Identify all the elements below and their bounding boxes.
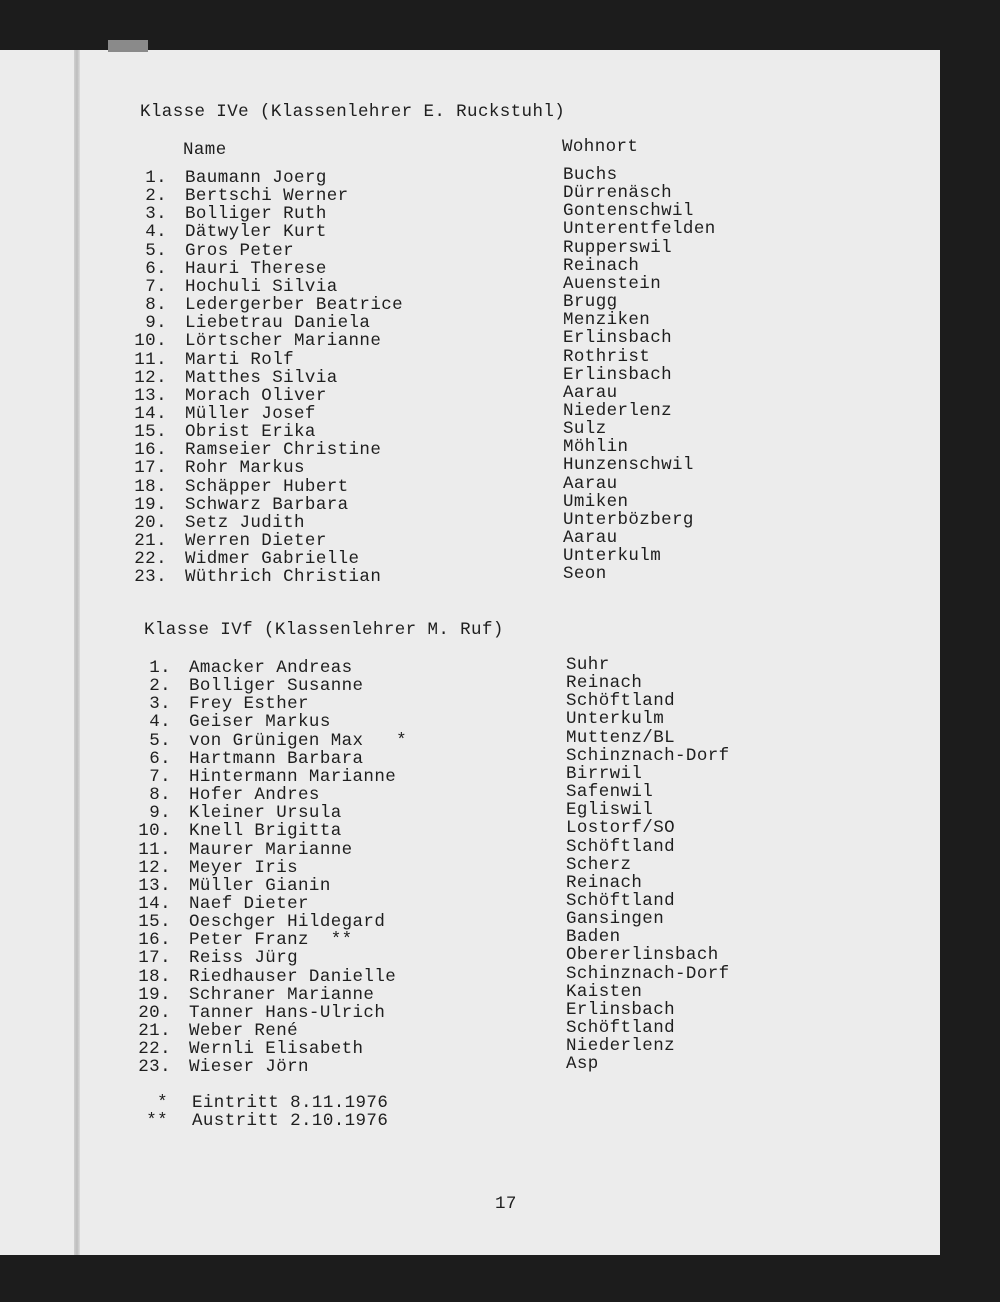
student-name: Schwarz Barbara xyxy=(185,494,349,515)
student-name: Rohr Markus xyxy=(185,458,305,479)
student-name: Meyer Iris xyxy=(189,857,299,878)
row-number: 20. xyxy=(134,512,167,533)
row-number: 10. xyxy=(134,331,167,352)
row-number: 19. xyxy=(134,494,167,515)
row-number: 17. xyxy=(134,458,167,479)
student-name: Liebetrau Daniela xyxy=(185,313,371,334)
row-number: 23. xyxy=(134,567,167,588)
student-residence: Seon xyxy=(563,564,607,585)
student-residence: Unterbözberg xyxy=(563,509,694,530)
footnote-text: Eintritt 8.11.1976 xyxy=(192,1093,389,1113)
student-residence: Umiken xyxy=(563,491,629,512)
student-name: Wernli Elisabeth xyxy=(189,1039,364,1060)
class-ive-heading: Klasse IVe (Klassenlehrer E. Ruckstuhl) xyxy=(140,102,566,122)
row-number: 8. xyxy=(145,295,167,316)
student-residence: Hunzenschwil xyxy=(563,455,694,476)
row-number: 11. xyxy=(134,349,167,370)
row-number: 15. xyxy=(134,422,167,443)
student-name: Hartmann Barbara xyxy=(189,748,364,769)
footnote-mark: * xyxy=(157,1093,168,1113)
row-number: 2. xyxy=(149,676,171,697)
footnote-mark: ** xyxy=(146,1111,168,1131)
student-name: Kleiner Ursula xyxy=(189,803,342,824)
row-number: 18. xyxy=(138,966,171,987)
row-number: 9. xyxy=(145,313,167,334)
student-residence: Erlinsbach xyxy=(563,364,673,385)
student-residence: Baden xyxy=(566,927,621,948)
student-residence: Unterkulm xyxy=(563,546,662,567)
row-number: 4. xyxy=(145,222,167,243)
student-residence: Schöftland xyxy=(566,691,676,712)
student-residence: Menziken xyxy=(563,310,651,331)
student-name: Frey Esther xyxy=(189,694,309,715)
row-number: 21. xyxy=(138,1021,171,1041)
student-name: Hintermann Marianne xyxy=(189,766,397,787)
student-name: Bertschi Werner xyxy=(185,186,349,207)
student-residence: Gansingen xyxy=(566,909,665,930)
student-name: Gros Peter xyxy=(185,240,295,261)
student-residence: Unterentfelden xyxy=(563,219,716,240)
row-number: 13. xyxy=(138,875,171,896)
student-name: Bolliger Susanne xyxy=(189,676,364,697)
page-number: 17 xyxy=(495,1194,517,1214)
student-name: Dätwyler Kurt xyxy=(185,222,327,243)
row-number: 21. xyxy=(134,531,167,551)
student-residence: Rothrist xyxy=(563,346,651,367)
student-residence: Rupperswil xyxy=(563,237,673,258)
footnote-text: Austritt 2.10.1976 xyxy=(192,1111,389,1131)
student-residence: Kaisten xyxy=(566,981,643,1002)
student-residence: Dürrenäsch xyxy=(563,183,673,204)
row-number: 12. xyxy=(138,857,171,878)
student-name: Bolliger Ruth xyxy=(185,204,327,225)
row-number: 10. xyxy=(138,821,171,842)
student-residence: Möhlin xyxy=(563,437,629,458)
student-name: von Grünigen Max * xyxy=(189,730,408,751)
student-name: Hauri Therese xyxy=(185,258,327,279)
student-name: Matthes Silvia xyxy=(185,367,338,388)
student-name: Morach Oliver xyxy=(185,385,327,406)
student-name: Werren Dieter xyxy=(185,531,327,551)
student-residence: Schinznach-Dorf xyxy=(566,745,730,766)
row-number: 4. xyxy=(149,712,171,733)
student-residence: Gontenschwil xyxy=(563,201,694,222)
row-number: 1. xyxy=(149,658,171,678)
student-residence: Auenstein xyxy=(563,273,662,294)
row-number: 18. xyxy=(134,476,167,497)
row-number: 16. xyxy=(134,440,167,461)
student-name: Lörtscher Marianne xyxy=(185,331,382,352)
row-number: 12. xyxy=(134,367,167,388)
student-residence: Safenwil xyxy=(566,782,654,803)
row-number: 9. xyxy=(149,803,171,824)
student-residence: Sulz xyxy=(563,419,607,440)
column-header-name: Name xyxy=(183,140,227,160)
student-name: Wüthrich Christian xyxy=(185,567,382,588)
binding-tab xyxy=(108,40,148,52)
student-name: Reiss Jürg xyxy=(189,948,299,969)
student-name: Müller Gianin xyxy=(189,875,331,896)
student-residence: Aarau xyxy=(563,382,618,403)
row-number: 14. xyxy=(138,893,171,914)
student-name: Knell Brigitta xyxy=(189,821,342,842)
row-number: 3. xyxy=(145,204,167,225)
row-number: 5. xyxy=(149,730,171,751)
student-residence: Muttenz/BL xyxy=(566,727,676,748)
student-residence: Erlinsbach xyxy=(563,328,673,349)
student-residence: Schöftland xyxy=(566,1018,676,1038)
row-number: 5. xyxy=(145,240,167,261)
book-spine xyxy=(74,50,80,1255)
student-name: Tanner Hans-Ulrich xyxy=(189,1002,386,1023)
student-residence: Schinznach-Dorf xyxy=(566,963,730,984)
student-residence: Egliswil xyxy=(566,800,654,821)
student-name: Müller Josef xyxy=(185,403,316,424)
student-residence: Reinach xyxy=(566,673,643,694)
student-name: Geiser Markus xyxy=(189,712,331,733)
row-number: 6. xyxy=(149,748,171,769)
student-name: Schäpper Hubert xyxy=(185,476,349,497)
student-name: Oeschger Hildegard xyxy=(189,912,386,933)
student-residence: Niederlenz xyxy=(563,400,673,421)
student-residence: Obererlinsbach xyxy=(566,945,719,966)
student-residence: Reinach xyxy=(566,872,643,893)
student-name: Weber René xyxy=(189,1021,299,1041)
student-residence: Niederlenz xyxy=(566,1036,676,1057)
student-name: Ledergerber Beatrice xyxy=(185,295,404,316)
student-residence: Schöftland xyxy=(566,890,676,911)
class-ivf-heading: Klasse IVf (Klassenlehrer M. Ruf) xyxy=(144,620,504,640)
row-number: 7. xyxy=(145,276,167,297)
row-number: 2. xyxy=(145,186,167,207)
student-name: Baumann Joerg xyxy=(185,168,327,188)
row-number: 20. xyxy=(138,1002,171,1023)
student-name: Schraner Marianne xyxy=(189,984,375,1005)
row-number: 17. xyxy=(138,948,171,969)
student-name: Hofer Andres xyxy=(189,785,320,806)
row-number: 23. xyxy=(138,1057,171,1078)
student-residence: Erlinsbach xyxy=(566,999,676,1020)
student-residence: Schöftland xyxy=(566,836,676,857)
row-number: 3. xyxy=(149,694,171,715)
student-residence: Aarau xyxy=(563,473,618,494)
student-name: Peter Franz ** xyxy=(189,930,353,951)
student-name: Riedhauser Danielle xyxy=(189,966,397,987)
row-number: 6. xyxy=(145,258,167,279)
row-number: 22. xyxy=(134,549,167,570)
column-header-place: Wohnort xyxy=(562,137,639,157)
student-residence: Lostorf/SO xyxy=(566,818,676,839)
student-residence: Unterkulm xyxy=(566,709,665,730)
student-name: Amacker Andreas xyxy=(189,658,353,678)
student-name: Naef Dieter xyxy=(189,893,309,914)
row-number: 14. xyxy=(134,403,167,424)
row-number: 7. xyxy=(149,766,171,787)
student-name: Obrist Erika xyxy=(185,422,316,443)
student-name: Ramseier Christine xyxy=(185,440,382,461)
student-name: Setz Judith xyxy=(185,512,305,533)
row-number: 1. xyxy=(145,168,167,188)
student-name: Marti Rolf xyxy=(185,349,295,370)
student-name: Maurer Marianne xyxy=(189,839,353,860)
student-residence: Asp xyxy=(566,1054,599,1075)
row-number: 16. xyxy=(138,930,171,951)
student-residence: Birrwil xyxy=(566,763,643,784)
row-number: 22. xyxy=(138,1039,171,1060)
row-number: 13. xyxy=(134,385,167,406)
student-residence: Reinach xyxy=(563,255,640,276)
student-residence: Buchs xyxy=(563,165,618,185)
student-name: Hochuli Silvia xyxy=(185,276,338,297)
row-number: 11. xyxy=(138,839,171,860)
row-number: 8. xyxy=(149,785,171,806)
student-name: Widmer Gabrielle xyxy=(185,549,360,570)
student-residence: Scherz xyxy=(566,854,632,875)
row-number: 15. xyxy=(138,912,171,933)
student-residence: Brugg xyxy=(563,292,618,313)
student-residence: Aarau xyxy=(563,528,618,548)
student-residence: Suhr xyxy=(566,655,610,675)
row-number: 19. xyxy=(138,984,171,1005)
student-name: Wieser Jörn xyxy=(189,1057,309,1078)
